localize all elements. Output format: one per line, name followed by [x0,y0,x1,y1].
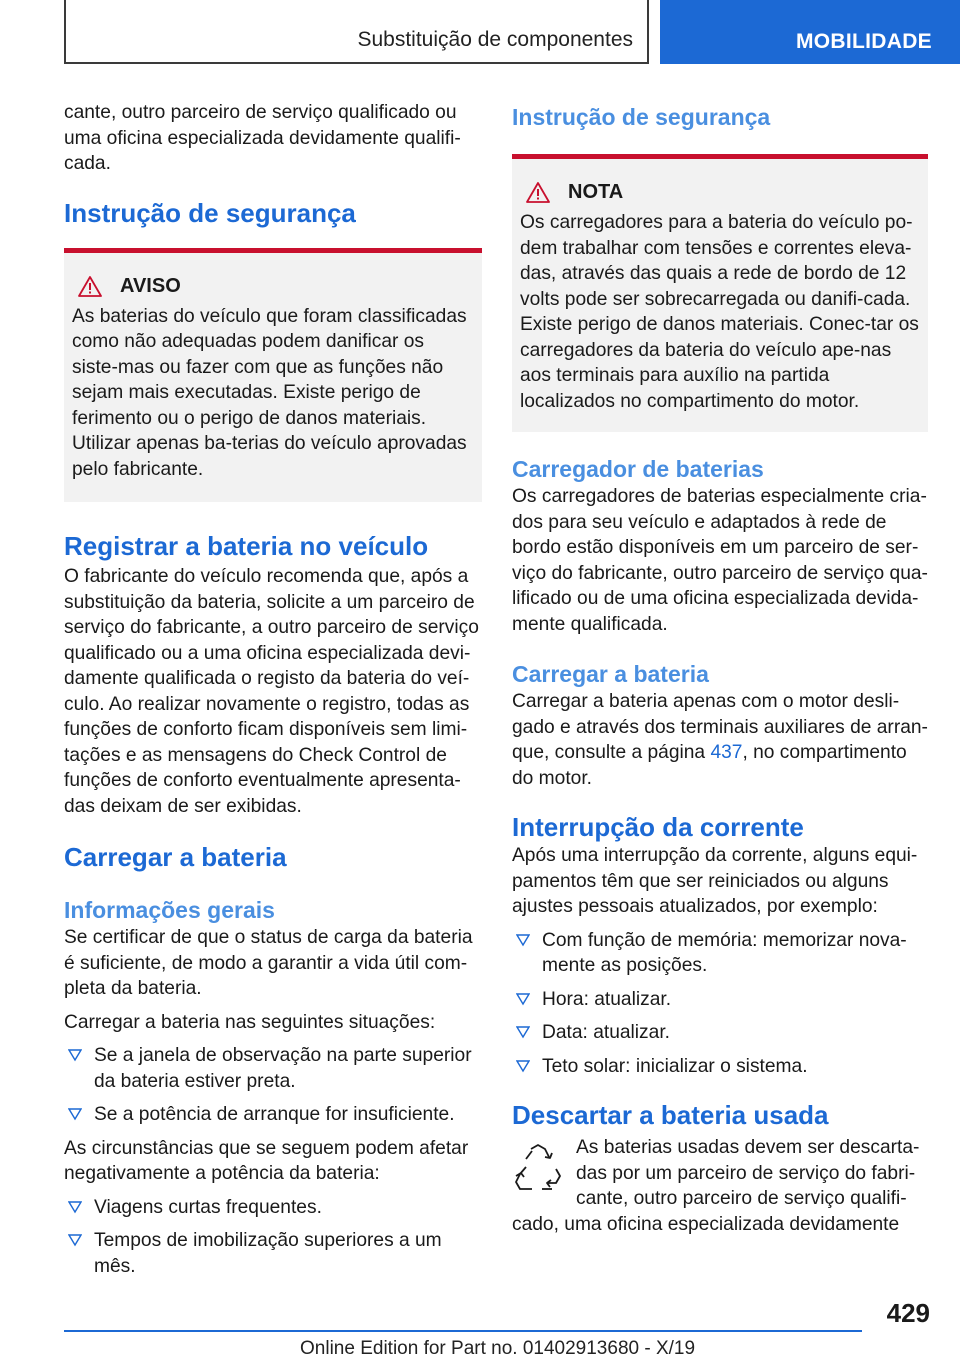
bullet-arrow-icon [68,1233,82,1247]
list-item: Se a potência de arranque for insuficiente. [64,1102,482,1128]
header-chapter-title: MOBILIDADE [796,30,932,53]
list-item: Viagens curtas frequentes. [64,1195,482,1221]
right-column [512,100,928,1237]
situations-intro: Carregar a bateria nas seguintes situações: [64,1011,436,1033]
note-text: Os carregadores para a bateria do veículo po-dem trabalhar com tensões e correntes eleva-das, através das quais a rede de bordo de 12 volts pode ser sobrecarregada ou danifi-cada. Existe perigo de danos materiais. Conec-tar os carregadores da bateria do veículo ape-nas aos terminais para auxílio na partida localizados no compartimento do motor. [520,212,919,412]
footer-edition: Online Edition for Part no. 01402913680 - X/19 [300,1338,696,1359]
charge-heading-left: Carregar a bateria [64,842,287,872]
dispose-heading: Descartar a bateria usada [512,1100,829,1130]
dispose-paragraph-continued: cado, uma oficina especializada devidamente [512,1213,900,1235]
circumstances-list [64,1195,482,1280]
note-box [512,154,928,432]
recycling-icon [512,1143,564,1199]
list-item: Se a janela de observação na parte superior da bateria estiver preta. [64,1043,482,1094]
bullet-arrow-icon [68,1107,82,1121]
list-item: Data: atualizar. [512,1020,928,1046]
bullet-arrow-icon [516,1059,530,1073]
general-info-heading: Informações gerais [64,897,275,923]
warning-title [78,275,474,298]
left-column [64,100,482,1279]
page-number: 429 [886,1298,930,1328]
interrupt-heading: Interrupção da corrente [512,812,804,842]
list-item: Teto solar: inicializar o sistema. [512,1054,928,1080]
chargers-paragraph: Os carregadores de baterias especialmente cria-dos para seu veículo e adaptados à rede de bordo estão disponíveis em um parceiro de ser-viço do fabricante, outro parceiro de serviço qua-lificado ou de uma oficina especializada devida-mente qualificada. [512,486,928,635]
note-title [526,181,920,204]
dispose-paragraph: As baterias usadas devem ser descarta-das por um parceiro de serviço do fabri-cante, outro parceiro de serviço qualifi- [576,1137,920,1209]
list-item: Tempos de imobilização superiores a um mês. [64,1228,482,1279]
safety-heading-left: Instrução de segurança [64,197,356,228]
intro-paragraph: cante, outro parceiro de serviço qualificado ou uma oficina especializada devidamente qualifi-cada. [64,102,461,174]
register-paragraph: O fabricante do veículo recomenda que, após a substituição da bateria, solicite a um parceiro de serviço do fabricante, a outro parceiro de serviço qualificado ou a uma oficina especializada devi-damente qualificada o registo da bateria do veí-culo. Ao realizar novamente o registro, todas as funções de conforto ficam disponíveis sem limi-tações e as mensagens do Check Control de funções de conforto eventualmente apresenta-das deixam de ser exibidas. [64,566,479,817]
circumstances-intro: As circunstâncias que se seguem podem afetar negativamente a potência da bateria: [64,1137,469,1184]
warning-box [64,248,482,503]
interrupt-paragraph: Após uma interrupção da corrente, alguns equi-pamentos têm que ser reiniciados ou alguns ajustes pessoais atualizados, por exemplo: [512,845,918,917]
charge-paragraph: Carregar a bateria apenas com o motor desli-gado e através dos terminais auxiliares de arran-que, consulte a página 437, no compartimento do motor. [512,691,928,789]
dispose-block [512,1135,928,1212]
list-item: Hora: atualizar. [512,987,928,1013]
header-chapter-tab[interactable] [660,0,960,64]
warning-triangle-icon [78,276,102,297]
footer-divider [64,1330,862,1332]
bullet-arrow-icon [516,992,530,1006]
warning-triangle-icon [526,182,550,203]
chargers-heading: Carregador de baterias [512,456,764,482]
header-section-title: Substituição de componentes [357,28,633,51]
note-label: NOTA [568,181,624,203]
page-reference-link[interactable]: 437 [710,742,743,763]
warning-text: As baterias do veículo que foram classificadas como não adequadas podem danificar os siste-mas ou fazer com que as funções não sejam mais executadas. Existe perigo de ferimento ou o perigo de danos materiais. Utilizar apenas ba-terias do veículo aprovadas pelo fabricante. [72,305,467,480]
list-item: Com função de memória: memorizar nova-mente as posições. [512,928,928,979]
header-section-box [64,0,649,64]
bullet-arrow-icon [68,1200,82,1214]
warning-label: AVISO [120,274,181,297]
charge-heading-right: Carregar a bateria [512,661,709,687]
bullet-arrow-icon [68,1048,82,1062]
bullet-arrow-icon [516,1025,530,1039]
interrupt-list [512,928,928,1080]
register-heading: Registrar a bateria no veículo [64,531,429,561]
general-info-paragraph: Se certificar de que o status de carga da bateria é suficiente, de modo a garantir a vida útil com-pleta da bateria. [64,927,473,999]
situations-list [64,1043,482,1128]
bullet-arrow-icon [516,933,530,947]
safety-heading-right: Instrução de segurança [512,104,771,130]
